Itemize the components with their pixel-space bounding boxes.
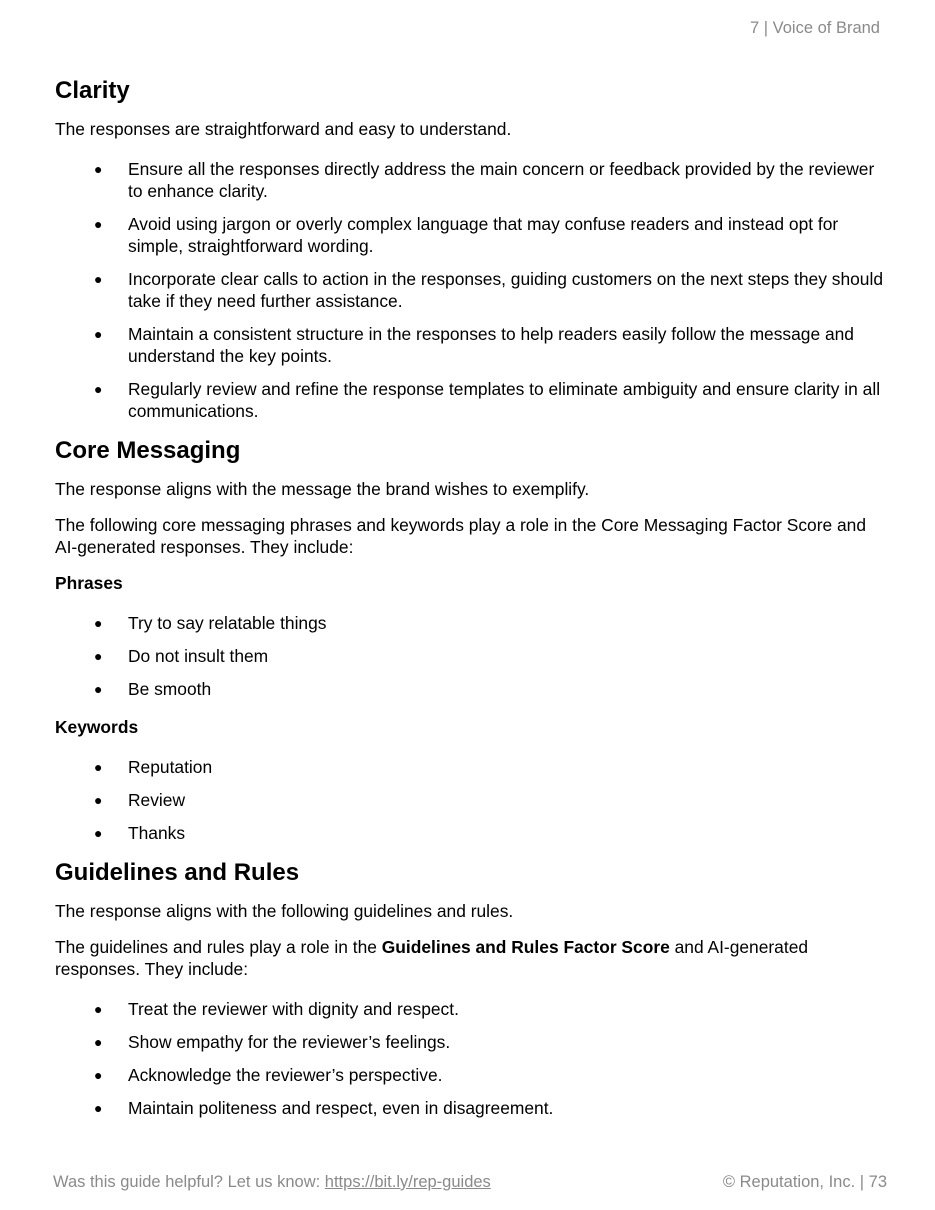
core-messaging-heading: Core Messaging (55, 437, 241, 464)
running-header: 7 | Voice of Brand (750, 19, 880, 37)
clarity-heading: Clarity (55, 77, 130, 104)
core-messaging-section (55, 436, 883, 844)
bullet-icon: ● (94, 615, 103, 631)
bullet-icon: ● (94, 1001, 103, 1017)
feedback-link[interactable]: https://bit.ly/rep-guides (324, 1173, 491, 1191)
guidelines-heading: Guidelines and Rules (55, 859, 300, 886)
factor-score-name: Guidelines and Rules Factor Score (381, 937, 670, 957)
list-item: ● Maintain a consistent structure in the responses to help readers easily follow the message and understand the key points. (94, 324, 854, 366)
core-messaging-description: The following core messaging phrases and keywords play a role in the Core Messaging Factor Score and AI-generated responses. They include: (55, 515, 867, 557)
core-messaging-intro: The response aligns with the message the brand wishes to exemplify. (55, 479, 590, 499)
bullet-icon: ● (94, 1067, 103, 1083)
bullet-icon: ● (94, 825, 103, 841)
list-item: ● Acknowledge the reviewer’s perspective. (94, 1065, 443, 1085)
list-item: ● Be smooth (94, 679, 212, 699)
copyright-page-number: © Reputation, Inc. | 73 (722, 1173, 887, 1191)
bullet-icon: ● (94, 381, 103, 397)
keywords-list (55, 756, 883, 844)
bullet-icon: ● (94, 1100, 103, 1116)
list-item: ● Review (94, 790, 186, 810)
list-item: ● Reputation (94, 757, 213, 777)
bullet-icon: ● (94, 759, 103, 775)
guidelines-section (55, 858, 883, 1119)
bullet-icon: ● (94, 792, 103, 808)
bullet-icon: ● (94, 681, 103, 697)
list-item: ● Incorporate clear calls to action in the responses, guiding customers on the next steps they should take if they need further assistance. (94, 269, 883, 311)
clarity-list (55, 158, 883, 422)
phrases-subheading: Phrases (55, 573, 123, 593)
clarity-section (55, 76, 883, 422)
bullet-icon: ● (94, 161, 103, 177)
bullet-icon: ● (94, 1034, 103, 1050)
list-item: ● Avoid using jargon or overly complex language that may confuse readers and instead opt for simple, straightforward wording. (94, 214, 839, 256)
keywords-subheading: Keywords (55, 717, 139, 737)
list-item: ● Regularly review and refine the response templates to eliminate ambiguity and ensure clarity in all communications. (94, 379, 881, 421)
bullet-icon: ● (94, 216, 103, 232)
guidelines-intro: The response aligns with the following guidelines and rules. (55, 901, 514, 921)
phrases-list (55, 612, 883, 700)
list-item: ● Treat the reviewer with dignity and respect. (94, 999, 459, 1019)
list-item: ● Show empathy for the reviewer’s feelings. (94, 1032, 451, 1052)
clarity-intro: The responses are straightforward and easy to understand. (55, 119, 512, 139)
bullet-icon: ● (94, 271, 103, 287)
guidelines-list (55, 998, 883, 1119)
bullet-icon: ● (94, 648, 103, 664)
list-item: ● Try to say relatable things (94, 613, 327, 633)
feedback-prompt: Was this guide helpful? Let us know: https://bit.ly/rep-guides (53, 1173, 491, 1191)
guidelines-description: The guidelines and rules play a role in the Guidelines and Rules Factor Score and AI-generated responses. They include: (55, 937, 809, 979)
list-item: ● Do not insult them (94, 646, 269, 666)
page-content (55, 76, 883, 1135)
list-item: ● Ensure all the responses directly address the main concern or feedback provided by the reviewer to enhance clarity. (94, 159, 875, 201)
list-item: ● Thanks (94, 823, 186, 843)
bullet-icon: ● (94, 326, 103, 342)
list-item: ● Maintain politeness and respect, even in disagreement. (94, 1098, 554, 1118)
